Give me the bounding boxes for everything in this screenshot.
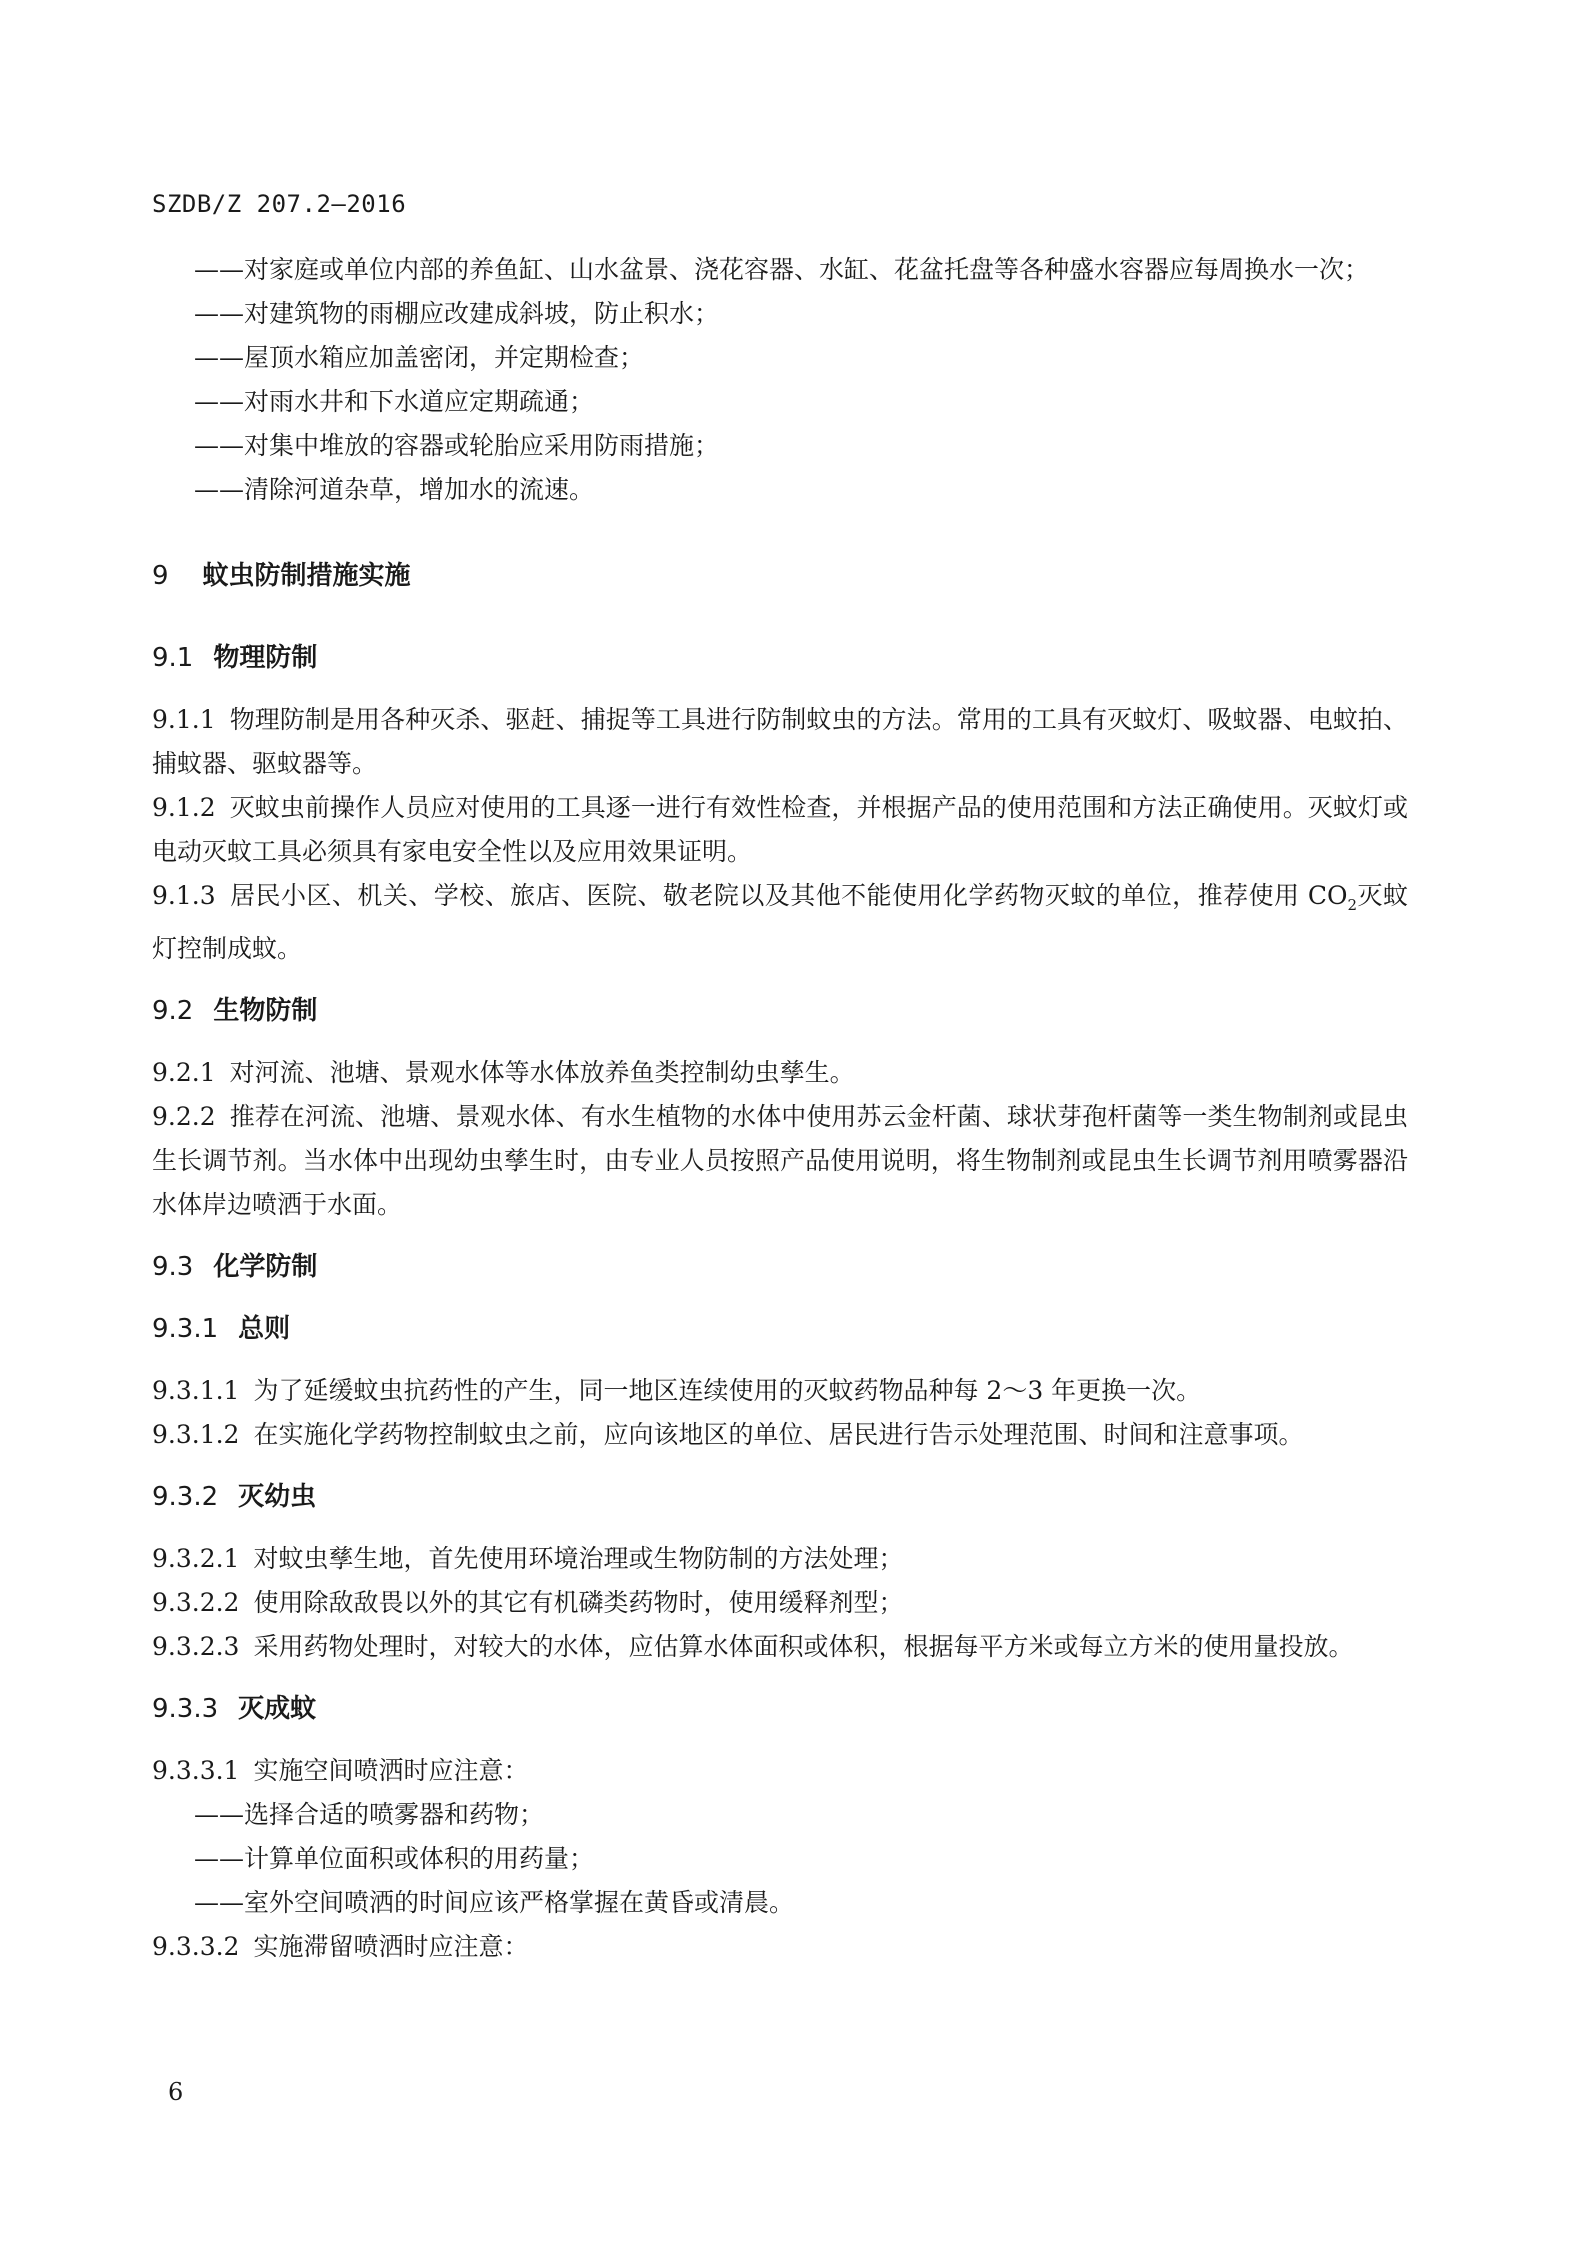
clause-text: 推荐在河流、池塘、景观水体、有水生植物的水体中使用苏云金杆菌、球状芽孢杆菌等一类生物制剂或昆虫生长调节剂。当水体中出现幼虫孳生时，由专业人员按照产品使用说明，将生物制剂或昆虫生长调节剂用喷雾器沿水体岸边喷洒于水面。 [152,1102,1408,1219]
clause-9-3-3-1 [152,1749,1408,1793]
section-number: 9.2 [152,996,194,1026]
clause-9-3-2-3 [152,1625,1408,1669]
section-heading-9-3-1 [152,1307,1408,1351]
clause-text: 对河流、池塘、景观水体等水体放养鱼类控制幼虫孳生。 [229,1058,855,1087]
section-title: 生物防制 [213,996,318,1026]
list-item: ——对雨水井和下水道应定期疏通； [194,387,595,416]
list-item: ——清除河道杂草，增加水的流速。 [194,475,595,504]
clause-text: 为了延缓蚊虫抗药性的产生，同一地区连续使用的灭蚊药物品种每 2～3 年更换一次。 [253,1376,1202,1405]
clause-9-3-2-1 [152,1537,1408,1581]
clause-text: 使用除敌敌畏以外的其它有机磷类药物时，使用缓释剂型； [253,1588,904,1617]
section-heading-9-1 [152,636,1408,680]
standard-code-header: SZDB/Z 207.2—2016 [152,190,407,218]
clause-number: 9.3.3.2 [152,1932,240,1961]
section-number: 9 [152,561,169,591]
page-number: 6 [168,2078,184,2106]
clause-number: 9.3.3.1 [152,1756,240,1785]
list-item: ——计算单位面积或体积的用药量； [194,1844,595,1873]
clause-number: 9.1.1 [152,705,216,734]
section-heading-9-3-2 [152,1475,1408,1519]
section-number: 9.3 [152,1252,194,1282]
clause-text: 灭蚊虫前操作人员应对使用的工具逐一进行有效性检查，并根据产品的使用范围和方法正确使用。灭蚊灯或电动灭蚊工具必须具有家电安全性以及应用效果证明。 [152,793,1408,866]
section-title: 化学防制 [213,1252,318,1282]
clause-text: 对蚊虫孳生地，首先使用环境治理或生物防制的方法处理； [253,1544,904,1573]
clause-9-3-1-1 [152,1369,1408,1413]
clause-number: 9.1.3 [152,881,216,910]
section-title: 总则 [238,1314,291,1344]
clause-number: 9.3.2.1 [152,1544,240,1573]
section-heading-9-2 [152,989,1408,1033]
clause-text: 居民小区、机关、学校、旅店、医院、敬老院以及其他不能使用化学药物灭蚊的单位，推荐使用 CO [229,881,1348,910]
clause-number: 9.1.2 [152,793,216,822]
list-item: ——室外空间喷洒的时间应该严格掌握在黄昏或清晨。 [194,1888,795,1917]
clause-9-1-3 [152,874,1408,971]
clause-text: 物理防制是用各种灭杀、驱赶、捕捉等工具进行防制蚊虫的方法。常用的工具有灭蚊灯、吸蚊器、电蚊拍、捕蚊器、驱蚊器等。 [152,705,1408,778]
section-number: 9.3.2 [152,1482,219,1512]
section-heading-9-3-3 [152,1687,1408,1731]
clause-9-2-1 [152,1051,1408,1095]
clause-text: 采用药物处理时，对较大的水体，应估算水体面积或体积，根据每平方米或每立方米的使用量投放。 [253,1632,1354,1661]
section-number: 9.3.3 [152,1694,219,1724]
list-item: ——对家庭或单位内部的养鱼缸、山水盆景、浇花容器、水缸、花盆托盘等各种盛水容器应每周换水一次； [194,255,1370,284]
section-title: 蚊虫防制措施实施 [202,561,411,591]
list-item: ——对建筑物的雨棚应改建成斜坡，防止积水； [194,299,720,328]
clause-number: 9.3.1.2 [152,1420,240,1449]
clause-number: 9.3.1.1 [152,1376,240,1405]
clause-number: 9.2.1 [152,1058,216,1087]
clause-number: 9.2.2 [152,1102,216,1131]
list-item: ——选择合适的喷雾器和药物； [194,1800,545,1829]
clause-9-3-3-2 [152,1925,1408,1969]
clause-text: 灭蚊灯控制成蚊。 [152,881,1408,963]
section-number: 9.3.1 [152,1314,219,1344]
section-number: 9.1 [152,643,194,673]
clause-number: 9.3.2.2 [152,1588,240,1617]
section-heading-9 [152,554,1408,598]
section-title: 物理防制 [213,643,318,673]
clause-number: 9.3.2.3 [152,1632,240,1661]
page-content [152,248,1408,1969]
list-item: ——屋顶水箱应加盖密闭，并定期检查； [194,343,645,372]
clause-9-3-2-2 [152,1581,1408,1625]
section-heading-9-3 [152,1245,1408,1289]
clause-text: 在实施化学药物控制蚊虫之前，应向该地区的单位、居民进行告示处理范围、时间和注意事项。 [253,1420,1304,1449]
clause-9-2-2 [152,1095,1408,1227]
subscript: 2 [1347,896,1358,914]
section-title: 灭幼虫 [238,1482,317,1512]
clause-text: 实施滞留喷洒时应注意： [253,1932,529,1961]
clause-text: 实施空间喷洒时应注意： [253,1756,529,1785]
section-title: 灭成蚊 [238,1694,317,1724]
list-item: ——对集中堆放的容器或轮胎应采用防雨措施； [194,431,720,460]
clause-9-1-1 [152,698,1408,786]
clause-9-1-2 [152,786,1408,874]
clause-9-3-1-2 [152,1413,1408,1457]
